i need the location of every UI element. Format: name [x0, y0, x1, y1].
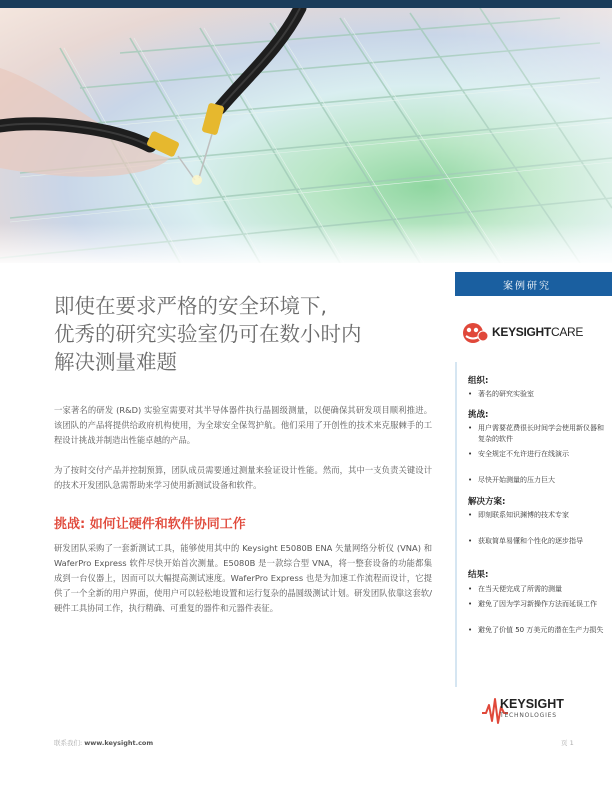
body-paragraph-1: 一家著名的研发 (R&D) 实验室需要对其半导体器件执行晶圆级测量，以便确保其研发项目顺利推进。该团队的产品将提供给政府机构使用，为全球安全保驾护航。他们采用了开创性的技术来克服棘手的工程设计挑战并制造出性能卓越的产品。	[54, 405, 432, 445]
footer-url-link[interactable]: www.keysight.com	[84, 739, 154, 747]
sidebar-summary: 组织: • 著名的研究实验室 挑战: • 用户需要花费很长时间学会使用新仪器和复杂的软件 • 安全规定不允许进行在线演示 • 尽快开始测量的压力巨大 解决方案: • 即刻联系知识渊博的技术专家 • 获取简单易懂和个性化的逐步指导 结果: • 在当天便完成了所需的测量 • 避免了因为学习新操作方法而延误工作 • 避免了价值 50 万美元的潜在生产力损失	[455, 362, 612, 692]
section-heading-challenge: 挑战: 如何让硬件和软件协同工作	[54, 517, 246, 532]
sidebar-heading-results: 结果:	[468, 570, 489, 580]
keysight-care-wordmark	[492, 325, 583, 339]
keysight-technologies-label: TECHNOLOGIES	[500, 712, 557, 719]
sidebar-divider	[455, 362, 457, 687]
hero-image	[0, 8, 612, 263]
page-title	[54, 292, 424, 376]
sidebar-heading-challenge: 挑战:	[468, 410, 489, 420]
body-paragraph-2: 为了按时交付产品并控制预算，团队成员需要通过测量来验证设计性能。然而，其中一支负责关键设计的技术开发团队急需帮助来学习使用新测试设备和软件。	[54, 465, 432, 490]
sidebar-heading-solution: 解决方案:	[468, 497, 506, 507]
keysight-wordmark: KEYSIGHT	[500, 697, 564, 711]
top-bar	[0, 0, 612, 8]
page-number: 页 1	[561, 739, 574, 747]
title-line: 解决测量难题	[54, 350, 177, 374]
title-line: 即使在要求严格的安全环境下,	[54, 294, 328, 318]
body-paragraph-3: 研发团队采购了一套新测试工具，能够使用其中的 Keysight E5080B ENA 矢量网络分析仪 (VNA) 和 WaferPro Express 软件尽快开始首次测量。E5080B 是一款综合型 VNA，将一整套设备的功能都集成到一台仪器上，因而可以大幅提高测试速度。WaferPro Express 也是为加速工作流程而设计，它提供了一个全新的用户界面，使用户可以轻松地设置和运行复杂的晶圆级测试计划。研发团队依靠这套软/硬件工具协同工作，执行精确、可重复的器件和元器件表征。	[54, 543, 432, 613]
care-brand-bold: KEYSIGHT	[492, 325, 551, 339]
case-study-badge	[455, 272, 612, 296]
hero-fade-bottom	[0, 223, 612, 263]
care-brand-light: CARE	[550, 325, 584, 339]
sidebar-heading-organization: 组织:	[468, 376, 489, 386]
case-study-label: 案例研究	[503, 281, 551, 292]
footer-contact	[54, 738, 153, 747]
footer-contact-label: 联系我们:	[54, 739, 85, 747]
title-line: 优秀的研究实验室仍可在数小时内	[54, 322, 362, 346]
